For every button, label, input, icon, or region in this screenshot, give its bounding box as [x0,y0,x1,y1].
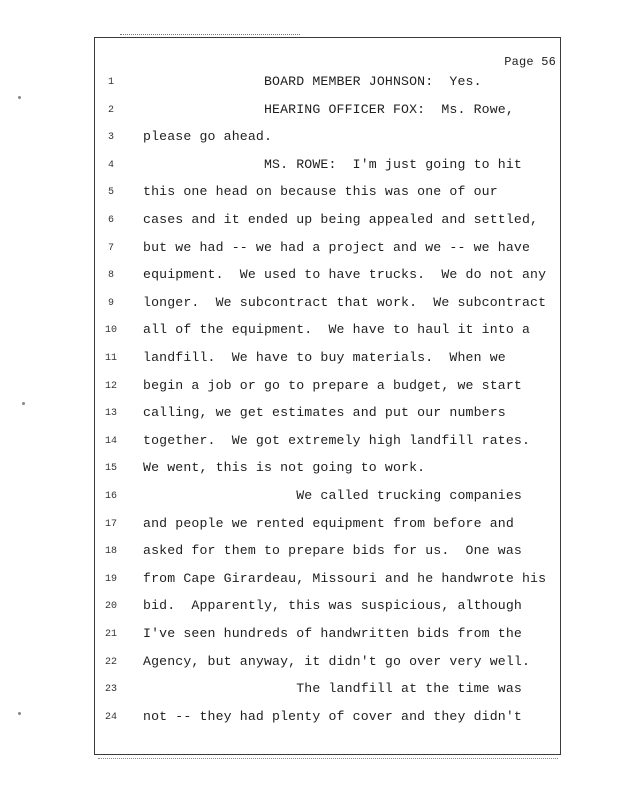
margin-speck [18,96,21,99]
line-number: 7 [107,242,114,254]
line-number: 10 [104,325,117,337]
transcript-line-text: calling, we get estimates and put our numbers [143,405,506,421]
transcript-page-frame [94,37,561,755]
line-number: 3 [107,132,114,144]
transcript-line-text: begin a job or go to prepare a budget, we start [143,377,522,393]
transcript-line-text: not -- they had plenty of cover and they didn't [143,708,522,724]
transcript-line-text: asked for them to prepare bids for us. One was [143,543,522,559]
transcript-line-text: BOARD MEMBER JOHNSON: Yes. [143,74,482,89]
line-number: 8 [107,270,114,282]
margin-speck [22,402,25,405]
line-number: 21 [104,629,117,640]
transcript-line-text: landfill. We have to buy materials. When we [143,350,506,365]
line-number: 18 [104,546,117,558]
transcript-line-text: all of the equipment. We have to haul it into a [143,322,531,338]
transcript-line-text: Agency, but anyway, it didn't go over very well. [143,653,531,669]
line-number: 6 [107,215,114,226]
line-number: 23 [104,684,117,696]
line-number: 19 [104,573,117,585]
line-number: 4 [107,159,114,171]
line-number: 24 [104,711,117,723]
line-number: 12 [104,380,117,392]
line-number: 17 [104,518,117,530]
transcript-line-text: bid. Apparently, this was suspicious, although [143,598,522,614]
transcript-line-text: cases and it ended up being appealed and settled, [143,212,539,227]
line-number: 9 [107,297,114,309]
transcript-line-text: We went, this is not going to work. [143,460,426,476]
margin-speck [18,712,21,715]
transcript-line-text: together. We got extremely high landfill rates. [143,432,531,448]
transcript-line-text: and people we rented equipment from before and [143,515,514,531]
line-number: 5 [107,187,114,199]
line-number: 20 [104,601,117,613]
transcript-line-text: equipment. We used to have trucks. We do not any [143,267,547,283]
transcript-line-text: HEARING OFFICER FOX: Ms. Rowe, [143,101,514,117]
line-number: 13 [104,408,117,420]
line-number: 14 [104,435,117,447]
transcript-line-text: please go ahead. [143,129,273,145]
transcript-line-text: MS. ROWE: I'm just going to hit [143,156,522,172]
bottom-scan-marks [98,758,558,762]
line-number: 15 [104,463,117,475]
transcript-line-text: longer. We subcontract that work. We subcontract [143,294,547,310]
line-number: 2 [107,104,114,116]
transcript-line-text: this one head on because this was one of our [143,184,498,200]
line-number: 1 [107,77,114,88]
line-number: 11 [104,353,117,364]
transcript-line-text: I've seen hundreds of handwritten bids from the [143,626,522,641]
transcript-line-text: from Cape Girardeau, Missouri and he handwrote his [143,570,547,586]
transcript-line-text: but we had -- we had a project and we -- we have [143,239,531,255]
transcript-line-text: We called trucking companies [143,488,522,503]
line-number: 22 [104,656,117,668]
page-number: Page 56 [504,55,556,69]
transcript-line-text: The landfill at the time was [143,681,522,697]
line-number: 16 [104,491,117,502]
